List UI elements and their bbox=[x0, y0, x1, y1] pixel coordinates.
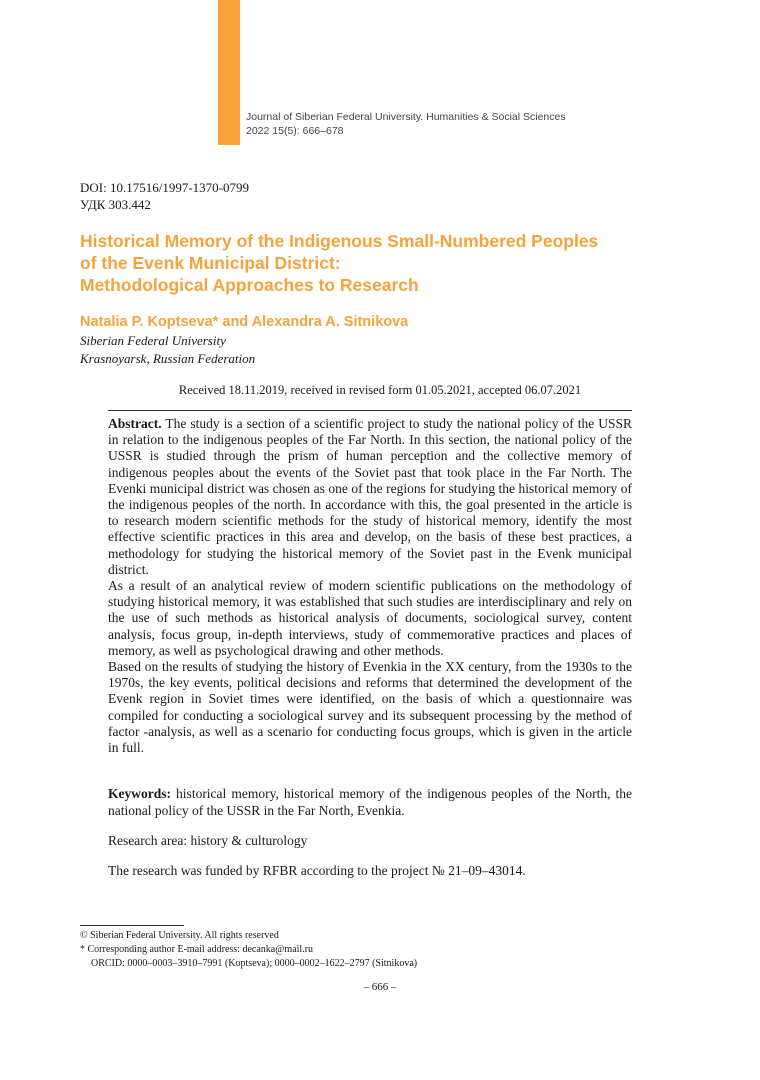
corresponding-author: * Corresponding author E-mail address: decanka@mail.ru bbox=[80, 944, 314, 955]
journal-issue: 2022 15(5): 666–678 bbox=[246, 125, 344, 137]
keywords-label: Keywords: bbox=[108, 786, 171, 801]
article-title bbox=[80, 230, 660, 296]
abstract-paragraph: Based on the results of studying the history of Evenkia in the XX century, from the 1930s to the 1970s, the key events, political decisions and reforms that determined the development of the Evenk region in Soviet times were identified, on the basis of which a questionnaire was compiled for conducting a sociological survey and its subsequent processing by the method of factor -analysis, as well as a scenario for conducting focus groups, which is given in the article in full. bbox=[108, 659, 632, 756]
affiliation-location: Krasnoyarsk, Russian Federation bbox=[80, 351, 256, 366]
article-identifiers bbox=[80, 179, 249, 213]
received-dates: Received 18.11.2019, received in revised form 01.05.2021, accepted 06.07.2021 bbox=[178, 383, 582, 397]
abstract-paragraph: As a result of an analytical review of modern scientific publications on the methodology of studying historical memory, it was established that such studies are interdisciplinary and rely on the use of such methods as historical analysis of documents, sociological survey, content analysis, focus group, in-depth interviews, study of commemorative practices and places of memory, as well as psychological drawing and other methods. bbox=[108, 578, 632, 658]
research-area: Research area: history & culturology bbox=[108, 833, 308, 848]
copyright-notice: © Siberian Federal University. All rights reserved bbox=[80, 930, 279, 941]
journal-name: Journal of Siberian Federal University. Humanities & Social Sciences bbox=[246, 111, 566, 123]
journal-header bbox=[246, 110, 566, 138]
title-line: Historical Memory of the Indigenous Small-Numbered Peoples bbox=[80, 231, 599, 251]
funding-note: The research was funded by RFBR according to the project № 21–09–43014. bbox=[108, 863, 526, 878]
abstract-top-rule bbox=[108, 410, 632, 411]
udk: УДК 303.442 bbox=[80, 197, 151, 212]
affiliation bbox=[80, 332, 255, 368]
keywords bbox=[108, 785, 632, 819]
authors: Natalia P. Koptseva* and Alexandra A. Sitnikova bbox=[80, 314, 409, 330]
journal-accent-bar bbox=[218, 0, 240, 145]
affiliation-university: Siberian Federal University bbox=[80, 333, 226, 348]
orcid: ORCID: 0000–0003–3910–7991 (Koptseva); 0000–0002–1622–2797 (Sitnikova) bbox=[91, 958, 418, 969]
page-number: – 666 – bbox=[363, 981, 397, 993]
abstract-label: Abstract. bbox=[108, 416, 162, 431]
keywords-text: historical memory, historical memory of the indigenous peoples of the North, the national policy of the USSR in the Far North, Evenkia. bbox=[108, 786, 632, 818]
abstract-paragraph bbox=[108, 416, 632, 578]
title-line: of the Evenk Municipal District: bbox=[80, 253, 341, 273]
abstract bbox=[108, 416, 632, 756]
doi[interactable]: DOI: 10.17516/1997-1370-0799 bbox=[80, 180, 249, 195]
title-line: Methodological Approaches to Research bbox=[80, 275, 419, 295]
abstract-text: The study is a section of a scientific project to study the national policy of the USSR in relation to the indigenous peoples of the Far North. In this section, the national policy of the USSR is studied through the prism of human perception and the collective memory of indigenous peoples about the events of the Soviet past that took place in the Far North. The Evenki municipal district was chosen as one of the regions for studying the historical memory of the indigenous peoples of the north. In accordance with this, the goal presented in the article is to research modern scientific methods for the study of historical memory, identify the most effective scientific practices in this area and develop, on the basis of these best practices, a methodology for studying the historical memory of the Soviet past in the Evenk municipal district. bbox=[108, 416, 632, 577]
footnotes bbox=[80, 929, 417, 971]
footnote-rule bbox=[80, 925, 184, 926]
